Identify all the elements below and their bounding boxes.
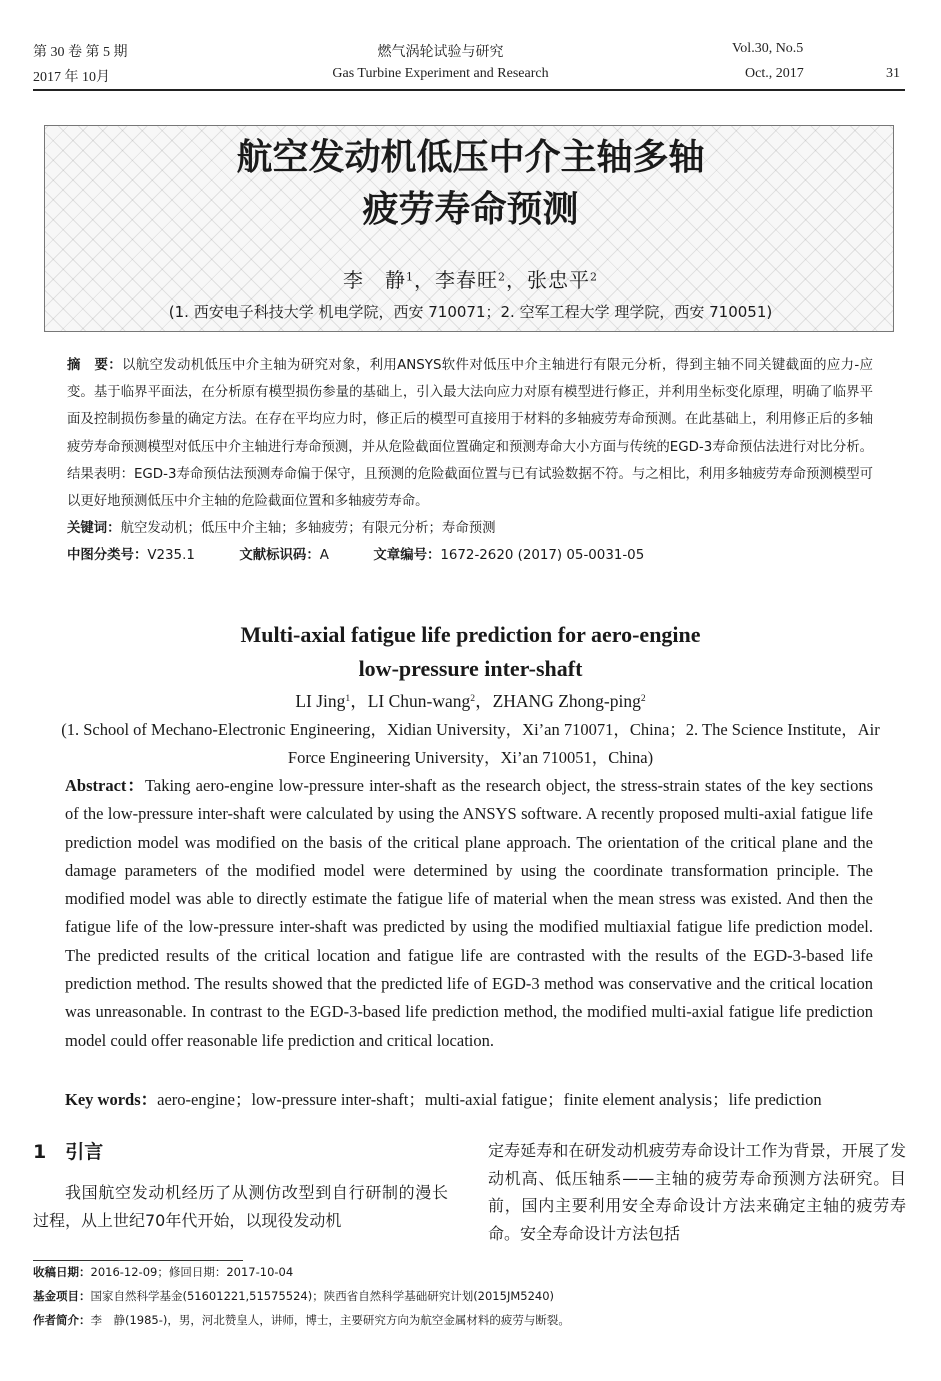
keywords-en-text: aero-engine；low-pressure inter-shaft；multi-axial fatigue；finite element analysis；life prediction (157, 1090, 822, 1109)
author-cn-3: 张忠平 (527, 268, 590, 292)
english-title-line2: low-pressure inter-shaft (358, 656, 583, 681)
body-text-left-column: 我国航空发动机经历了从测仿改型到自行研制的漫长过程，从上世纪70年代开始，以现役发动机 (33, 1183, 448, 1230)
abstract-en-text: Taking aero-engine low-pressure inter-shaft as the research object, the stress-strain states of the key sections of the low-pressure inter-shaft were calculated by using the ANSYS software. A recently proposed multi-axial fatigue life prediction model was modified on the basis of the critical plane approach. The orientation of the critical plane and the damage parameters of the modified model were determined by using the coordinate transformation principle. The modified model was able to directly estimate the fatigue life of material when the mean stress was existed. And then the fatigue life of the low-pressure inter-shaft was predicted by using the modified multiaxial fatigue life prediction model. The predicted results of the critical location and fatigue life are contrasted with the results of the EGD-3-based life prediction method. The results showed that the predicted life of EGD-3 method was conservative and the critical location was unreasonable. In contrast to the EGD-3-based life prediction method, the modified multi-axial fatigue life prediction model could offer reasonable life prediction and critical location. (65, 776, 873, 1050)
received-value: 2016-12-09；修回日期：2017-10-04 (90, 1265, 294, 1279)
fund-value: 国家自然科学基金(51601221,51575524)；陕西省自然科学基础研究计划(2015JM5240) (90, 1289, 555, 1303)
chinese-keywords (67, 515, 873, 542)
author-en-2: LI Chun-wang (367, 691, 471, 711)
author-en-3-affil: 2 (640, 693, 646, 705)
classification-line (67, 542, 873, 569)
header-journal-cn: 燃气涡轮试验与研究 (377, 45, 504, 60)
body-text-right-column: 定寿延寿和在研发动机疲劳寿命设计工作为背景，开展了发动机高、低压轴系——主轴的疲劳寿命预测方法研究。目前，国内主要利用安全寿命设计方法来确定主轴的疲劳寿命。安全寿命设计方法包括 (488, 1141, 906, 1243)
abstract-cn-label: 摘 要： (67, 358, 123, 373)
author-bio-note (33, 1312, 570, 1328)
author-cn-2-affil: 2 (498, 270, 506, 284)
chinese-title (0, 132, 941, 236)
article-number-value: 1672-2620 (2017) 05-0031-05 (440, 548, 645, 564)
clc-label: 中图分类号： (67, 548, 148, 564)
author-en-sep: ， (475, 691, 493, 711)
bio-value: 李 静(1985-)，男，河北赞皇人，讲师，博士，主要研究方向为航空金属材料的疲劳与断裂。 (90, 1313, 570, 1327)
header-page-number: 31 (886, 66, 900, 81)
footnote-rule (33, 1260, 243, 1261)
keywords-en-label: Key words： (65, 1090, 158, 1109)
author-cn-3-affil: 2 (590, 270, 598, 284)
chinese-title-line2: 疲劳寿命预测 (362, 189, 579, 230)
author-en-2-affil: 2 (470, 693, 476, 705)
author-cn-sep: ， (506, 268, 527, 292)
author-cn-2: 李春旺 (435, 268, 498, 292)
author-cn-sep: ， (414, 268, 435, 292)
doc-code-label: 文献标识码： (239, 548, 320, 564)
chinese-affiliation: (1. 西安电子科技大学 机电学院，西安 710071；2. 空军工程大学 理学院，西安 710051) (168, 303, 773, 321)
funding-note (33, 1288, 554, 1304)
author-en-1: LI Jing (295, 691, 346, 711)
header-date-cn: 2017 年 10月 (33, 70, 110, 85)
doc-code-value: A (319, 548, 329, 564)
received-label: 收稿日期： (33, 1265, 91, 1279)
abstract-en-label: Abstract： (65, 776, 145, 795)
section-heading: 1 引言 (33, 1141, 104, 1163)
keywords-cn-label: 关键词： (67, 521, 121, 537)
chinese-title-line1: 航空发动机低压中介主轴多轴 (236, 137, 705, 178)
fund-label: 基金项目： (33, 1289, 91, 1303)
english-title-line1: Multi-axial fatigue life prediction for aero-engine (240, 622, 701, 647)
english-keywords (65, 1086, 873, 1110)
chinese-abstract (67, 352, 873, 515)
header-journal-en: Gas Turbine Experiment and Research (332, 66, 549, 81)
author-cn-1-affil: 1 (406, 270, 414, 284)
header-date-en: Oct., 2017 (745, 66, 804, 81)
article-number-label: 文章编号： (373, 548, 441, 564)
author-cn-1: 李 静 (343, 268, 406, 292)
chinese-abstract-block (67, 352, 873, 570)
received-date-note (33, 1264, 293, 1280)
author-en-sep: ， (350, 691, 368, 711)
english-authors (0, 688, 941, 713)
header-rule (33, 89, 905, 91)
chinese-authors (0, 264, 941, 293)
english-affiliation: (1. School of Mechano-Electronic Engineering，Xidian University，Xi’an 710071，China；2. The Science Institute，Air Force Engineering University，Xi’an 710051，China) (61, 720, 880, 767)
english-abstract (65, 772, 873, 1055)
abstract-cn-text: 以航空发动机低压中介主轴为研究对象，利用ANSYS软件对低压中介主轴进行有限元分析，得到主轴不同关键截面的应力-应变。基于临界平面法，在分析原有模型损伤参量的基础上，引入最大法向应力对原有模型进行修正，并利用坐标变化原理，明确了临界平面及控制损伤参量的确定方法。在存在平均应力时，修正后的模型可直接用于材料的多轴疲劳寿命预测。在此基础上，利用修正后的多轴疲劳寿命预测模型对低压中介主轴进行寿命预测，并从危险截面位置确定和预测寿命大小方面与传统的EGD-3寿命预估法进行对比分析。结果表明：EGD-3寿命预估法预测寿命偏于保守，且预测的危险截面位置与已有试验数据不符。与之相比，利用多轴疲劳寿命预测模型可以更好地预测低压中介主轴的危险截面位置和多轴疲劳寿命。 (67, 358, 873, 510)
bio-label: 作者简介： (33, 1313, 91, 1327)
author-en-1-affil: 1 (345, 693, 351, 705)
header-volume-en: Vol.30, No.5 (732, 41, 804, 56)
clc-value: V235.1 (147, 548, 195, 564)
author-en-3: ZHANG Zhong-ping (492, 691, 641, 711)
header-volume-cn: 第 30 卷 第 5 期 (33, 45, 128, 60)
keywords-cn-text: 航空发动机；低压中介主轴；多轴疲劳；有限元分析；寿命预测 (120, 521, 496, 537)
english-title (0, 618, 941, 686)
